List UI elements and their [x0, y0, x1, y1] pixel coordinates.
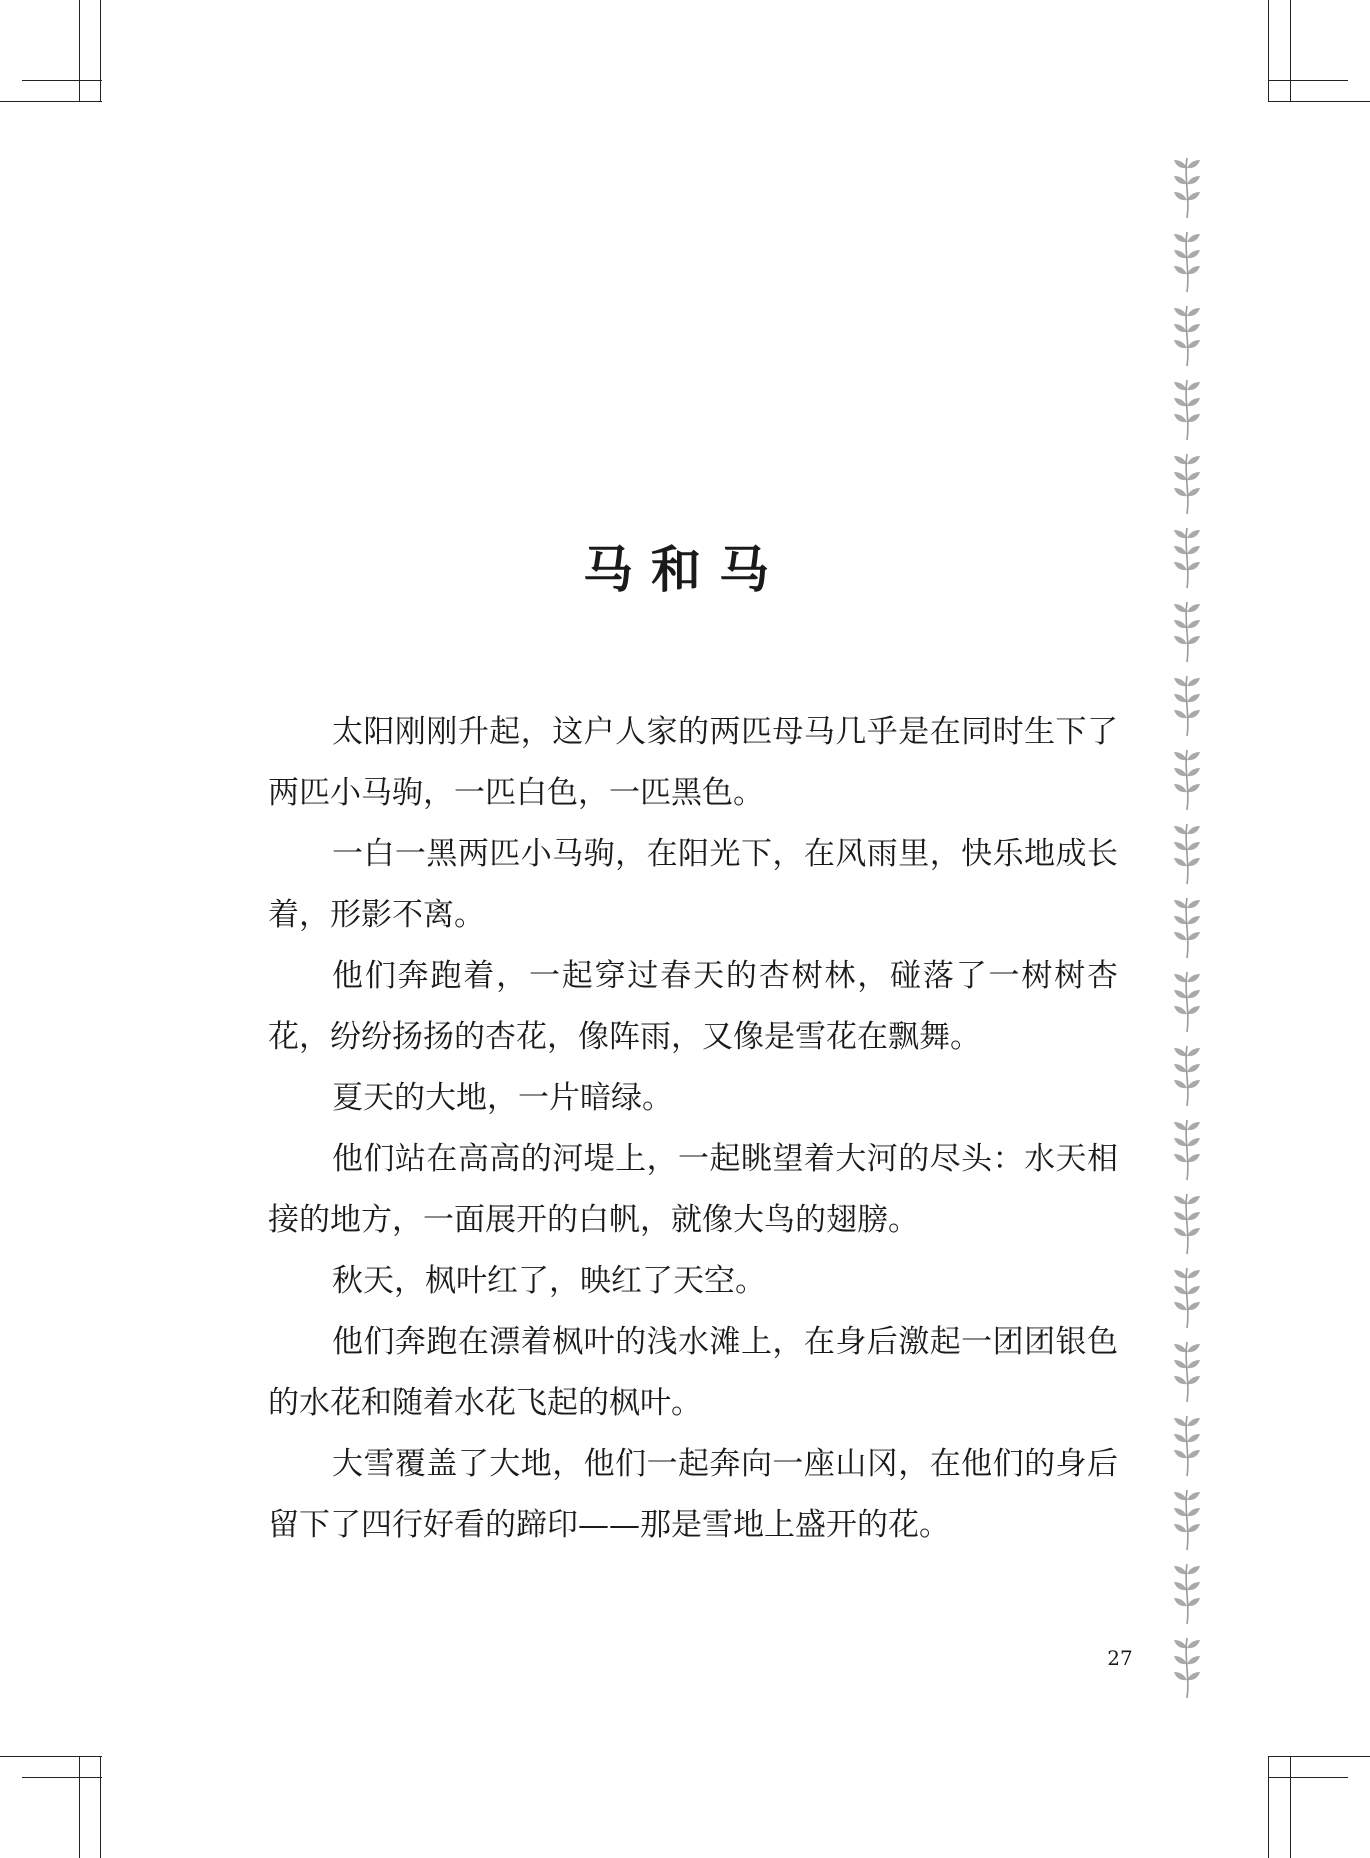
paragraph: 大雪覆盖了大地，他们一起奔向一座山冈，在他们的身后留下了四行好看的蹄印——那是雪地上盛开的花。: [268, 1446, 1118, 1543]
chapter-title: 马和马: [583, 541, 787, 599]
paragraph: 他们奔跑在漂着枫叶的浅水滩上，在身后激起一团团银色的水花和随着水花飞起的枫叶。: [268, 1324, 1118, 1421]
paragraph: 一白一黑两匹小马驹，在阳光下，在风雨里，快乐地成长着，形影不离。: [268, 836, 1118, 933]
paragraph: 太阳刚刚升起，这户人家的两匹母马几乎是在同时生下了两匹小马驹，一匹白色，一匹黑色。: [268, 714, 1118, 811]
paragraph: 他们站在高高的河堤上，一起眺望着大河的尽头：水天相接的地方，一面展开的白帆，就像大鸟的翅膀。: [268, 1141, 1118, 1238]
paragraph: 他们奔跑着，一起穿过春天的杏树林，碰落了一树树杏花，纷纷扬扬的杏花，像阵雨，又像是雪花在飘舞。: [268, 958, 1118, 1055]
body-text: [268, 702, 1118, 1556]
leaf-vine-decoration: [1168, 150, 1206, 1700]
paragraph: 秋天，枫叶红了，映红了天空。: [332, 1263, 766, 1299]
paragraph: 夏天的大地，一片暗绿。: [332, 1080, 673, 1116]
page-number: 27: [1107, 1646, 1133, 1670]
